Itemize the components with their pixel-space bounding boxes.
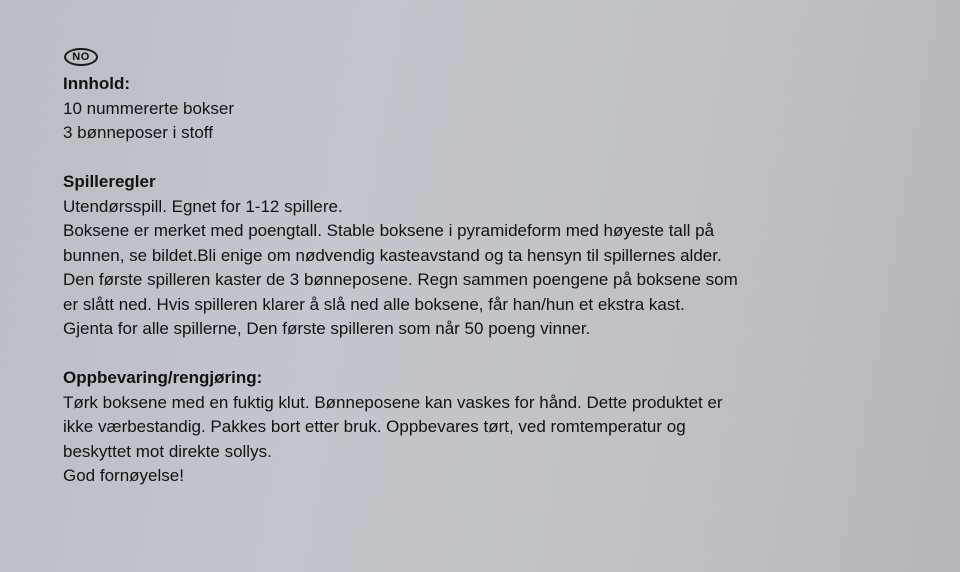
- section-heading: Oppbevaring/rengjøring:: [63, 368, 263, 387]
- text-line: Utendørsspill. Egnet for 1-12 spillere.: [63, 196, 343, 216]
- text-line: Den første spilleren kaster de 3 bønneposene. Regn sammen poengene på boksene som: [63, 270, 738, 289]
- text-line: God fornøyelse!: [63, 466, 184, 485]
- text-line: beskyttet mot direkte sollys.: [63, 441, 272, 461]
- section-contents: [63, 72, 943, 146]
- text-line: Gjenta for alle spillerne, Den første spilleren som når 50 poeng vinner.: [63, 319, 591, 338]
- text-line: Boksene er merket med poengtall. Stable boksene i pyramideform med høyeste tall på: [63, 221, 715, 240]
- section-heading: Spilleregler: [63, 172, 156, 191]
- language-badge: NO: [64, 48, 98, 66]
- section-storage-cleaning: [63, 366, 943, 489]
- text-line: ikke værbestandig. Pakkes bort etter bruk. Oppbevares tørt, ved romtemperatur og: [63, 417, 686, 436]
- text-line: 10 nummererte bokser: [63, 98, 235, 118]
- text-line: Tørk boksene med en fuktig klut. Bønneposene kan vaskes for hånd. Dette produktet er: [63, 392, 723, 412]
- text-line: er slått ned. Hvis spilleren klarer å slå ned alle boksene, får han/hun et ekstra kast.: [63, 294, 685, 314]
- text-line: 3 bønneposer i stoff: [63, 123, 213, 142]
- instructions-text: [63, 72, 943, 489]
- section-rules: [63, 170, 943, 342]
- text-line: bunnen, se bildet.Bli enige om nødvendig kasteavstand og ta hensyn til spillernes alder.: [63, 245, 722, 265]
- section-heading: Innhold:: [63, 74, 131, 93]
